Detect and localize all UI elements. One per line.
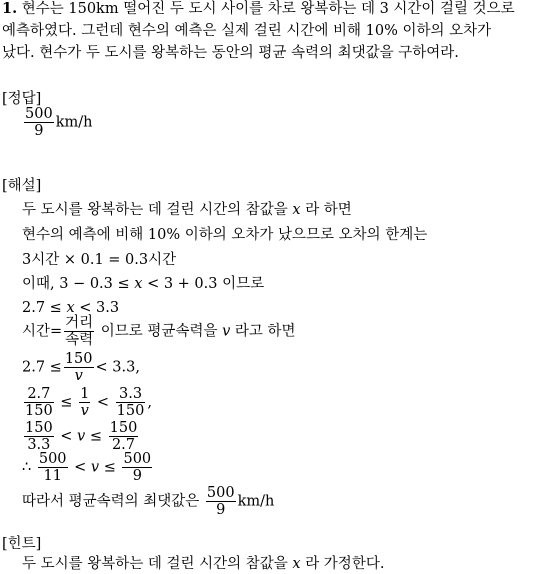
max-speed-fraction: $\frac{500}{9}$ bbox=[206, 485, 235, 518]
solution-line-2: 현수의 예측에 비해 10% 이하의 오차가 났으므로 오차의 한계는 bbox=[22, 227, 428, 243]
answer-value bbox=[22, 106, 92, 139]
answer-fraction: $\frac{500}{9}$ bbox=[25, 106, 53, 139]
solution-line-5: 2.7 ≤ x < 3.3 bbox=[22, 300, 120, 316]
hint-header: [힌트] bbox=[2, 536, 42, 552]
solution-line-4: 이때, 3 − 0.3 ≤ x < 3 + 0.3 이므로 bbox=[22, 276, 265, 292]
hint-line: 두 도시를 왕복하는 데 걸린 시간의 참값을 x 라 가정한다. bbox=[22, 556, 385, 572]
solution-header: [해설] bbox=[2, 178, 42, 194]
solution-line-11: 따라서 평균속력의 최댓값은 $\frac{500}{9}$ km/h bbox=[22, 485, 275, 518]
answer-unit: km/h bbox=[55, 114, 93, 131]
solution-line-3: 3시간 × 0.1 = 0.3시간 bbox=[22, 252, 177, 268]
distance-over-speed-fraction: $\frac{\text{거리}}{\text{속력}}$ bbox=[65, 315, 94, 348]
solution-line-1: 두 도시를 왕복하는 데 걸린 시간의 참값을 x 라 하면 bbox=[22, 202, 352, 218]
solution-line-6: 시간= $\frac{\text{거리}}{\text{속력}}$ 이므로 평균속력을 v 라고 하면 bbox=[22, 315, 296, 348]
solution-line-7: 2.7 ≤ $\frac{150}{v}$ < 3.3, bbox=[22, 351, 140, 384]
question-text-1: 현수는 150km 떨어진 두 도시 사이를 차로 왕복하는 데 3 시간이 걸릴 것으로 bbox=[21, 1, 515, 17]
question-line-1 bbox=[2, 0, 515, 18]
solution-line-9: $\frac{150}{3.3}$ < v ≤ $\frac{150}{2.7}$ bbox=[25, 420, 138, 453]
answer-header: [정답] bbox=[2, 91, 42, 107]
solution-line-10: ∴ $\frac{500}{11}$ < v ≤ $\frac{500}{9}$ bbox=[22, 451, 152, 484]
speed-fraction: $\frac{150}{v}$ bbox=[64, 351, 93, 384]
question-number: 1. bbox=[2, 0, 18, 17]
solution-line-8: $\frac{2.7}{150}$ ≤ $\frac{1}{v}$ < $\frac{3.3}{150}$ , bbox=[25, 386, 152, 419]
question-line-2: 예측하였다. 그런데 현수의 예측은 실제 걸린 시간에 비해 10% 이하의 오차가 bbox=[2, 23, 492, 39]
question-line-3: 났다. 현수가 두 도시를 왕복하는 동안의 평균 속력의 최댓값을 구하여라. bbox=[2, 45, 459, 61]
